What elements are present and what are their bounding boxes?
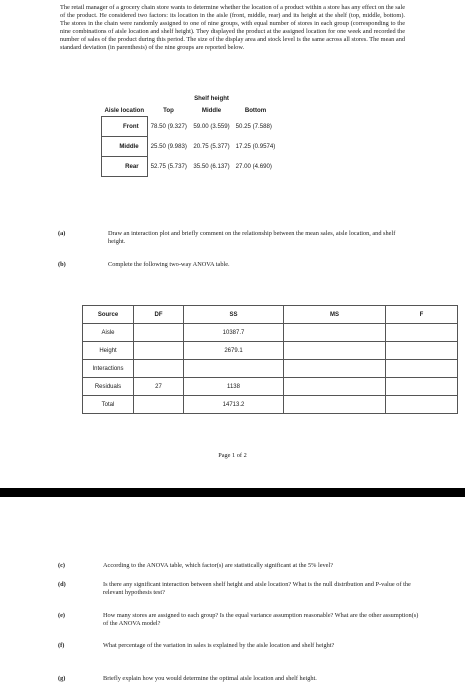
- table-row: [83, 378, 458, 396]
- anova-table: [82, 305, 458, 414]
- table-row: [83, 342, 458, 360]
- document-page-2: [0, 497, 465, 700]
- anova-ms: [284, 378, 386, 396]
- table-row: [102, 117, 279, 137]
- anova-ms: [284, 324, 386, 342]
- anova-ss: 10387.7: [184, 324, 284, 342]
- anova-header-source: Source: [83, 306, 134, 324]
- anova-header-df: DF: [134, 306, 184, 324]
- cell: 25.50 (9.983): [150, 143, 187, 150]
- question-text-b: Complete the following two-way ANOVA table.: [108, 261, 230, 268]
- anova-header-ss: SS: [184, 306, 284, 324]
- anova-ms: [284, 396, 386, 414]
- anova-df: [134, 396, 184, 414]
- col-header-bottom: Bottom: [244, 106, 267, 114]
- anova-ss: 14713.2: [184, 396, 284, 414]
- table-row: [83, 324, 458, 342]
- anova-df: [134, 360, 184, 378]
- question-label-g: (g): [58, 675, 66, 682]
- anova-df: [134, 342, 184, 360]
- shelf-height-header: Shelf height: [194, 94, 229, 102]
- question-label-a: (a): [58, 230, 66, 237]
- anova-df: 27: [134, 378, 184, 396]
- cell: 59.00 (3.559): [193, 123, 230, 130]
- aisle-location-header: Aisle location: [104, 106, 145, 114]
- col-header-top: Top: [163, 106, 174, 114]
- cell: 17.25 (0.9574): [235, 143, 276, 150]
- anova-f: [386, 378, 458, 396]
- col-header-middle: Middle: [201, 106, 222, 114]
- anova-ss: [184, 360, 284, 378]
- anova-header-f: F: [386, 306, 458, 324]
- cell: 35.50 (6.137): [193, 163, 230, 170]
- question-label-f: (f): [58, 642, 65, 649]
- anova-f: [386, 360, 458, 378]
- means-table: [101, 92, 279, 177]
- anova-f: [386, 396, 458, 414]
- anova-f: [386, 342, 458, 360]
- table-row: [102, 137, 279, 157]
- question-label-d: (d): [58, 581, 66, 588]
- anova-ms: [284, 360, 386, 378]
- question-text-e: How many stores are assigned to each group? Is the equal variance assumption reasonable? What are the other assumption(s) of the ANOVA model?: [103, 612, 419, 627]
- page-number: Page 1 of 2: [218, 452, 247, 459]
- row-label-middle: Middle: [102, 137, 148, 157]
- question-label-e: (e): [58, 612, 65, 619]
- question-text-c: According to the ANOVA table, which factor(s) are statistically significant at the 5% level?: [103, 562, 333, 569]
- question-text-a: Draw an interaction plot and briefly comment on the relationship between the mean sales, aisle location, and shelf height.: [108, 230, 396, 245]
- problem-intro: The retail manager of a grocery chain store wants to determine whether the location of a product within a store has any effect on the sale of the product. He considered two factors: its location in the aisle (front, middle, rear) and its height at the shelf (top, middle, bottom). The stores in the chain were randomly assigned to one of nine groups, with equal number of stores in each group (corresponding to the nine combinations of aisle location and shelf height). They displayed the product at the assigned location for one week and recorded the number of sales of the product during this period. The size of the display area and stock level is the same across all stores. The mean and standard deviation (in parenthesis) of the nine groups are reported below.: [60, 4, 405, 51]
- question-label-b: (b): [58, 261, 66, 268]
- anova-ss: 1138: [184, 378, 284, 396]
- cell: 27.00 (4.690): [235, 163, 272, 170]
- question-text-g: Briefly explain how you would determine the optimal aisle location and shelf height.: [103, 675, 317, 682]
- anova-f: [386, 324, 458, 342]
- table-row: [83, 396, 458, 414]
- anova-source: Residuals: [83, 378, 134, 396]
- cell: 78.50 (9.327): [150, 123, 187, 130]
- question-text-f: What percentage of the variation in sales is explained by the aisle location and shelf height?: [103, 642, 335, 649]
- cell: 50.25 (7.588): [235, 123, 272, 130]
- anova-source: Total: [83, 396, 134, 414]
- anova-source: Height: [83, 342, 134, 360]
- table-row: [102, 157, 279, 177]
- anova-df: [134, 324, 184, 342]
- table-row: [83, 360, 458, 378]
- row-label-rear: Rear: [102, 157, 148, 177]
- question-text-d: Is there any significant interaction between shelf height and aisle location? What is the null distribution and P-value of the relevant hypothesis test?: [103, 581, 411, 596]
- anova-source: Aisle: [83, 324, 134, 342]
- anova-ss: 2679.1: [184, 342, 284, 360]
- question-label-c: (c): [58, 562, 65, 569]
- cell: 20.75 (5.377): [193, 143, 230, 150]
- cell: 52.75 (5.737): [150, 163, 187, 170]
- anova-ms: [284, 342, 386, 360]
- row-label-front: Front: [102, 117, 148, 137]
- anova-header-ms: MS: [284, 306, 386, 324]
- anova-source: Interactions: [83, 360, 134, 378]
